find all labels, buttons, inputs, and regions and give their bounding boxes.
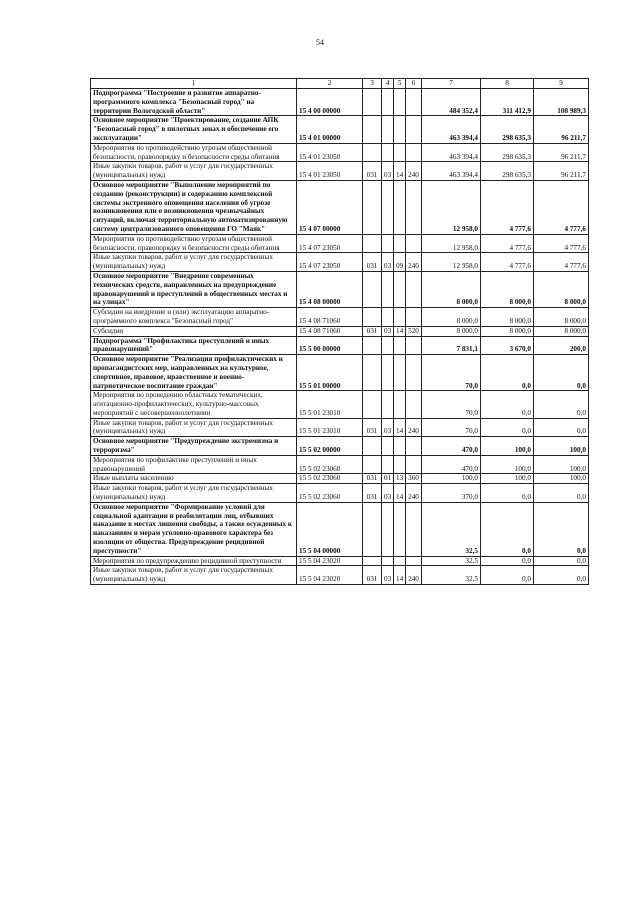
subsection-code [394,143,406,162]
classification-code: 15 5 01 23010 [297,391,363,418]
section-code [382,180,394,234]
table-row [91,326,589,336]
amount-col7: 12 958,0 [422,253,481,272]
classification-code: 15 4 01 23050 [297,162,363,181]
section-code: 03 [382,418,394,437]
table-row [91,474,589,484]
amount-col9: 100,0 [534,474,589,484]
subsection-code [394,116,406,143]
subsection-code [394,271,406,307]
expense-type-code [406,143,422,162]
subsection-code [394,455,406,474]
section-code: 01 [382,474,394,484]
classification-code: 15 4 08 71060 [297,326,363,336]
amount-col9: 0,0 [534,556,589,566]
expense-type-code [406,116,422,143]
amount-col7: 484 352,4 [422,89,481,116]
department-code [363,355,382,391]
amount-col9: 4 777,6 [534,253,589,272]
expense-type-code [406,437,422,456]
classification-code: 15 5 01 00000 [297,355,363,391]
subsection-code: 14 [394,418,406,437]
expense-type-code: 240 [406,253,422,272]
row-name: Мероприятия по профилактике преступлений и иных правонарушений [91,455,297,474]
table-row [91,162,589,181]
page-number: 54 [316,38,324,47]
expense-type-code [406,271,422,307]
row-name: Мероприятия по противодействию угрозам общественной безопасности, правопорядку и безопасности среды обитания [91,143,297,162]
section-code [382,437,394,456]
section-code [382,89,394,116]
table-row [91,271,589,307]
classification-code: 15 4 07 23050 [297,234,363,253]
amount-col9: 100,0 [534,437,589,456]
column-header: 7 [422,79,481,89]
row-name: Иные выплаты населению [91,474,297,484]
row-name: Иные закупки товаров, работ и услуг для государственных (муниципальных) нужд [91,418,297,437]
table-row [91,355,589,391]
subsection-code [394,437,406,456]
column-number-header-row [91,79,589,89]
amount-col8: 298 635,3 [481,162,534,181]
section-code [382,556,394,566]
classification-code: 15 4 07 00000 [297,180,363,234]
amount-col8: 8 000,0 [481,326,534,336]
department-code [363,502,382,556]
department-code [363,89,382,116]
table-row [91,143,589,162]
classification-code: 15 5 04 23020 [297,566,363,585]
table-row [91,437,589,456]
classification-code: 15 4 01 23050 [297,143,363,162]
amount-col8: 100,0 [481,437,534,456]
department-code [363,336,382,355]
amount-col8: 4 777,6 [481,253,534,272]
amount-col7: 32,5 [422,502,481,556]
expense-type-code [406,308,422,327]
department-code [363,143,382,162]
amount-col7: 463 394,4 [422,116,481,143]
row-name: Основное мероприятие "Выполнение мероприятий по созданию (реконструкции) и содержанию комплексной системы экстренного оповещения населения об угрозе возникновения или о возникновении чрезвычайных ситуаций, включая территориальную автоматизированную систему централизованного оповещения ГО "Маяк" [91,180,297,234]
amount-col9: 4 777,6 [534,234,589,253]
expense-type-code [406,89,422,116]
expense-type-code [406,556,422,566]
amount-col7: 32,5 [422,556,481,566]
section-code [382,234,394,253]
column-header: 3 [363,79,382,89]
row-name: Иные закупки товаров, работ и услуг для государственных (муниципальных) нужд [91,484,297,503]
table-row [91,180,589,234]
expense-type-code: 240 [406,418,422,437]
expense-type-code [406,180,422,234]
classification-code: 15 5 02 23060 [297,455,363,474]
subsection-code [394,556,406,566]
amount-col7: 70,0 [422,391,481,418]
row-name: Мероприятия по предупреждению рецидивной преступности [91,556,297,566]
section-code [382,143,394,162]
department-code [363,391,382,418]
row-name: Субсидии на внедрение и (или) эксплуатацию аппаратно-программного комплекса "Безопасный город" [91,308,297,327]
classification-code: 15 4 00 00000 [297,89,363,116]
row-name: Иные закупки товаров, работ и услуг для государственных (муниципальных) нужд [91,566,297,585]
amount-col9: 0,0 [534,391,589,418]
amount-col8: 298 635,3 [481,143,534,162]
subsection-code: 14 [394,484,406,503]
department-code: 031 [363,162,382,181]
expense-type-code: 240 [406,566,422,585]
row-name: Иные закупки товаров, работ и услуг для государственных (муниципальных) нужд [91,162,297,181]
amount-col7: 463 394,4 [422,143,481,162]
amount-col8: 0,0 [481,556,534,566]
amount-col8: 4 777,6 [481,234,534,253]
section-code [382,336,394,355]
amount-col9: 96 211,7 [534,143,589,162]
classification-code: 15 5 02 00000 [297,437,363,456]
department-code [363,180,382,234]
amount-col9: 8 000,0 [534,308,589,327]
section-code [382,308,394,327]
row-name: Субсидии [91,326,297,336]
table-row [91,556,589,566]
subsection-code [394,308,406,327]
subsection-code [394,502,406,556]
subsection-code: 14 [394,162,406,181]
classification-code: 15 4 08 00000 [297,271,363,307]
amount-col8: 0,0 [481,502,534,556]
department-code [363,308,382,327]
amount-col7: 463 394,4 [422,162,481,181]
subsection-code [394,391,406,418]
amount-col8: 100,0 [481,455,534,474]
amount-col7: 70,0 [422,418,481,437]
expense-type-code: 360 [406,474,422,484]
table-row [91,391,589,418]
classification-code: 15 5 04 00000 [297,502,363,556]
row-name: Основное мероприятие "Внедрение современных технических средств, направленных на предупреждение правонарушений и преступлений в общественных местах и на улицах" [91,271,297,307]
expense-type-code [406,502,422,556]
amount-col9: 0,0 [534,502,589,556]
row-name: Основное мероприятие "Предупреждение экстремизма и терроризма" [91,437,297,456]
amount-col8: 100,0 [481,474,534,484]
table-row [91,234,589,253]
section-code: 03 [382,253,394,272]
amount-col9: 8 000,0 [534,326,589,336]
amount-col8: 0,0 [481,418,534,437]
classification-code: 15 4 07 23050 [297,253,363,272]
amount-col7: 7 831,1 [422,336,481,355]
amount-col8: 311 412,9 [481,89,534,116]
classification-code: 15 5 02 23060 [297,484,363,503]
classification-code: 15 4 08 71060 [297,308,363,327]
amount-col8: 8 000,0 [481,271,534,307]
classification-code: 15 5 04 23020 [297,556,363,566]
table-row [91,89,589,116]
amount-col8: 298 635,3 [481,116,534,143]
department-code: 031 [363,253,382,272]
classification-code: 15 5 00 00000 [297,336,363,355]
amount-col7: 70,0 [422,355,481,391]
subsection-code [394,234,406,253]
table-row [91,502,589,556]
classification-code: 15 4 01 00000 [297,116,363,143]
classification-code: 15 5 02 23060 [297,474,363,484]
department-code: 031 [363,566,382,585]
amount-col7: 470,0 [422,437,481,456]
amount-col9: 108 989,3 [534,89,589,116]
subsection-code [394,355,406,391]
department-code: 031 [363,326,382,336]
table-row [91,308,589,327]
amount-col7: 8 000,0 [422,308,481,327]
amount-col7: 8 000,0 [422,271,481,307]
department-code: 031 [363,418,382,437]
expense-type-code [406,234,422,253]
department-code [363,234,382,253]
amount-col9: 96 211,7 [534,116,589,143]
amount-col7: 32,5 [422,566,481,585]
amount-col8: 4 777,6 [481,180,534,234]
amount-col8: 8 000,0 [481,308,534,327]
column-header: 8 [481,79,534,89]
column-header: 2 [297,79,363,89]
section-code [382,502,394,556]
table-row [91,336,589,355]
row-name: Основное мероприятие "Проектирование, создание АПК "Безопасный город" в пилотных зонах и обеспечение его эксплуатации" [91,116,297,143]
expense-type-code [406,336,422,355]
row-name: Мероприятия по проведению областных тематических, агитационно-профилактических, культурно-массовых мероприятий с несовершеннолетними [91,391,297,418]
amount-col9: 100,0 [534,455,589,474]
section-code: 03 [382,326,394,336]
column-header: 5 [394,79,406,89]
amount-col9: 8 000,0 [534,271,589,307]
section-code [382,455,394,474]
expense-type-code [406,355,422,391]
subsection-code [394,180,406,234]
expense-type-code: 240 [406,484,422,503]
subsection-code: 14 [394,326,406,336]
column-header: 9 [534,79,589,89]
amount-col8: 0,0 [481,355,534,391]
row-name: Иные закупки товаров, работ и услуг для государственных (муниципальных) нужд [91,253,297,272]
row-name: Подпрограмма "Построение и развитие аппаратно-программного комплекса "Безопасный город" на территории Вологодской области" [91,89,297,116]
amount-col8: 0,0 [481,566,534,585]
subsection-code: 13 [394,474,406,484]
table-row [91,566,589,585]
section-code [382,116,394,143]
amount-col9: 0,0 [534,566,589,585]
table-row [91,116,589,143]
budget-table [90,78,589,585]
section-code: 03 [382,566,394,585]
table-row [91,455,589,474]
department-code: 031 [363,484,382,503]
subsection-code: 14 [394,566,406,585]
amount-col7: 12 958,0 [422,234,481,253]
amount-col7: 470,0 [422,455,481,474]
amount-col7: 8 000,0 [422,326,481,336]
expense-type-code [406,455,422,474]
amount-col7: 12 958,0 [422,180,481,234]
amount-col8: 0,0 [481,484,534,503]
amount-col7: 370,0 [422,484,481,503]
subsection-code: 09 [394,253,406,272]
department-code [363,271,382,307]
amount-col9: 0,0 [534,418,589,437]
column-header: 6 [406,79,422,89]
section-code [382,391,394,418]
classification-code: 15 5 01 23010 [297,418,363,437]
amount-col9: 96 211,7 [534,162,589,181]
amount-col8: 0,0 [481,391,534,418]
expense-type-code [406,391,422,418]
section-code [382,355,394,391]
row-name: Мероприятия по противодействию угрозам общественной безопасности, правопорядку и безопасности среды обитания [91,234,297,253]
section-code: 03 [382,162,394,181]
department-code [363,437,382,456]
column-header: 1 [91,79,297,89]
department-code: 031 [363,474,382,484]
row-name: Основное мероприятие "Реализация профилактических и пропагандистских мер, направленных на культурное, спортивное, правовое, нравственное и военно-патриотическое воспитание граждан" [91,355,297,391]
section-code [382,271,394,307]
amount-col9: 0,0 [534,484,589,503]
expense-type-code: 520 [406,326,422,336]
row-name: Основное мероприятие "Формирование условий для социальной адаптации и реабилитации лиц, отбывших наказание в местах лишения свободы, а также осужденных к наказаниям и мерам уголовно-правового характера без изоляции от общества. Предупреждение рецидивной преступности" [91,502,297,556]
column-header: 4 [382,79,394,89]
amount-col9: 0,0 [534,355,589,391]
department-code [363,116,382,143]
amount-col7: 100,0 [422,474,481,484]
table-row [91,253,589,272]
department-code [363,455,382,474]
amount-col9: 4 777,6 [534,180,589,234]
row-name: Подпрограмма "Профилактика преступлений и иных правонарушений" [91,336,297,355]
subsection-code [394,89,406,116]
table-row [91,418,589,437]
section-code: 03 [382,484,394,503]
department-code [363,556,382,566]
amount-col8: 3 670,0 [481,336,534,355]
subsection-code [394,336,406,355]
amount-col9: 200,0 [534,336,589,355]
table-row [91,484,589,503]
expense-type-code: 240 [406,162,422,181]
